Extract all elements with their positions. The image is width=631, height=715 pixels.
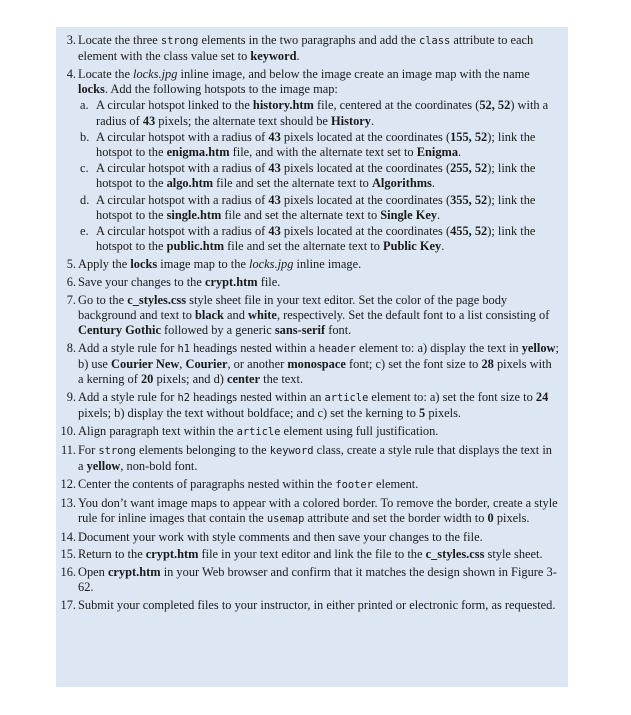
text-run: headings nested within a xyxy=(189,340,319,355)
bold-term: Single Key xyxy=(380,207,438,222)
text-run: . xyxy=(431,176,435,191)
bold-term: 24 xyxy=(535,390,549,405)
text-run: Add a style rule for xyxy=(78,340,178,355)
substep-text xyxy=(96,130,535,159)
substep-text xyxy=(96,98,548,127)
text-run: Return to the xyxy=(78,547,146,562)
step-text xyxy=(78,565,557,594)
text-run: ); link the hotspot to the xyxy=(96,192,536,222)
substep-letter: b. xyxy=(80,129,90,144)
text-run: style sheet. xyxy=(484,547,543,562)
step-item xyxy=(56,33,560,64)
text-run: style sheet file in your text editor. Set the color of the page body background and text to xyxy=(78,292,508,322)
bold-term: Courier New xyxy=(111,357,180,372)
step-item xyxy=(56,390,560,421)
text-run: headings nested within an xyxy=(189,390,325,405)
text-run: file and set the alternate text to xyxy=(221,207,381,222)
text-run: Locate the three xyxy=(78,33,161,47)
text-run: Submit your completed files to your instructor, in either printed or electronic form, as requested. xyxy=(78,598,556,613)
bold-term: 43 xyxy=(142,113,156,128)
substep-letter: e. xyxy=(80,224,89,239)
code-term: h1 xyxy=(177,342,190,355)
bold-term: keyword xyxy=(250,49,297,64)
text-run: element to: a) set the font size to xyxy=(368,390,536,405)
bold-term: 355, 52 xyxy=(450,192,488,207)
bold-term: 455, 52 xyxy=(450,224,488,239)
text-run: file in your text editor and link the file to the xyxy=(198,547,426,562)
text-run: element. xyxy=(372,476,419,491)
step-text xyxy=(78,530,483,544)
text-run: file, and with the alternate text set to xyxy=(229,145,417,160)
bold-term: crypt.htm xyxy=(107,565,161,580)
step-item xyxy=(56,293,560,339)
substep-item xyxy=(78,130,560,160)
step-number: 9. xyxy=(66,390,76,405)
step-number: 14. xyxy=(60,529,76,544)
text-run: . xyxy=(437,207,441,222)
text-run: pixels located at the coordinates ( xyxy=(280,224,451,239)
step-number: 6. xyxy=(66,274,76,289)
text-run: class, create a style rule that displays the text in a xyxy=(78,442,552,474)
step-text xyxy=(78,67,530,96)
code-term: footer xyxy=(335,478,373,491)
text-run: Locate the xyxy=(78,67,134,81)
text-run: file and set the alternate text to xyxy=(224,239,384,254)
bold-term: 43 xyxy=(268,161,281,176)
step-text xyxy=(78,390,548,420)
bold-term: Public Key xyxy=(383,239,442,254)
step-text xyxy=(78,424,438,438)
bold-term: public.htm xyxy=(166,239,225,254)
bold-term: 52, 52 xyxy=(479,98,511,113)
italic-term: locks.jpg xyxy=(133,67,178,81)
text-run: image map to the xyxy=(157,257,250,272)
text-run: A circular hotspot linked to the xyxy=(96,98,253,113)
step-item xyxy=(56,547,560,562)
step-number: 8. xyxy=(66,340,76,355)
text-run: , non-bold font. xyxy=(120,459,198,474)
text-run: pixels located at the coordinates ( xyxy=(280,129,451,144)
bold-term: History xyxy=(331,113,371,128)
text-run: . xyxy=(458,145,462,160)
text-run: attribute to each element with the class value set to xyxy=(78,33,534,64)
text-run: A circular hotspot with a radius of xyxy=(96,161,269,176)
bold-term: sans-serif xyxy=(274,323,326,338)
bold-term: Courier xyxy=(185,357,228,372)
text-run: file, centered at the coordinates ( xyxy=(313,98,480,113)
text-run: pixels located at the coordinates ( xyxy=(280,192,451,207)
step-text xyxy=(78,275,280,289)
text-run: A circular hotspot with a radius of xyxy=(96,224,269,239)
text-run: ) with a radius of xyxy=(96,98,549,128)
text-run: , respectively. Set the default font to a list consisting of xyxy=(276,307,550,322)
text-run: element using full justification. xyxy=(280,424,439,439)
bold-term: yellow xyxy=(521,340,556,355)
bold-term: black xyxy=(195,307,224,322)
text-run: . Add the following hotspots to the image map: xyxy=(104,82,338,97)
bold-term: enigma.htm xyxy=(166,145,230,160)
substep-item xyxy=(78,161,560,191)
step-number: 7. xyxy=(66,292,76,307)
substep-item xyxy=(78,224,560,254)
step-item xyxy=(56,275,560,290)
substep-letter: a. xyxy=(80,98,89,113)
step-item xyxy=(56,565,560,595)
step-item xyxy=(56,424,560,440)
code-term: keyword xyxy=(269,444,314,457)
text-run: pixels; and d) xyxy=(153,372,228,387)
step-number: 11. xyxy=(60,442,76,457)
step-text xyxy=(78,547,543,561)
bold-term: 255, 52 xyxy=(450,161,488,176)
text-run: ); link the hotspot to the xyxy=(96,129,536,160)
step-number: 3. xyxy=(66,33,76,47)
substep-letter: d. xyxy=(80,192,90,207)
bold-term: crypt.htm xyxy=(145,547,199,562)
text-run: Document your work with style comments and then save your changes to the file. xyxy=(78,529,483,544)
step-item xyxy=(56,443,560,474)
bold-term: c_styles.css xyxy=(425,547,485,562)
step-item xyxy=(56,257,560,272)
text-run: . xyxy=(370,113,375,128)
bold-term: 28 xyxy=(481,357,494,372)
text-run: file. xyxy=(257,274,281,289)
bold-term: c_styles.css xyxy=(127,292,187,307)
instructions-panel xyxy=(56,27,568,687)
text-run: , or another xyxy=(227,357,288,372)
bold-term: Enigma xyxy=(416,145,459,160)
bold-term: crypt.htm xyxy=(204,274,258,289)
substep-item xyxy=(78,98,560,128)
text-run: Center the contents of paragraphs nested within the xyxy=(78,476,336,491)
text-run: . xyxy=(441,239,445,254)
text-run: pixels; the alternate text should be xyxy=(155,113,332,128)
text-run: the text. xyxy=(260,372,304,387)
text-run: ); link the hotspot to the xyxy=(96,161,536,191)
step-text xyxy=(78,341,559,386)
step-text xyxy=(78,496,558,525)
bold-term: 43 xyxy=(268,129,281,144)
bold-term: monospace xyxy=(287,357,346,372)
text-run: file and set the alternate text to xyxy=(213,176,372,191)
bold-term: 0 xyxy=(487,510,494,525)
step-item xyxy=(56,598,560,613)
text-run: pixels. xyxy=(425,406,462,421)
bold-term: white xyxy=(248,307,277,322)
text-run: , xyxy=(179,357,186,372)
bold-term: algo.htm xyxy=(166,176,214,191)
substep-text xyxy=(96,161,535,190)
text-run: Open xyxy=(78,565,108,580)
bold-term: center xyxy=(227,372,261,387)
bold-term: locks xyxy=(78,82,105,97)
text-run: ); link the hotspot to the xyxy=(96,224,536,254)
text-run: attribute and set the border width to xyxy=(304,510,488,525)
bold-term: history.htm xyxy=(252,98,314,113)
code-term: strong xyxy=(160,35,199,47)
text-run: elements belonging to the xyxy=(135,442,270,457)
bold-term: locks xyxy=(130,257,158,272)
bold-term: Algorithms xyxy=(371,176,432,191)
text-run: You don’t want image maps to appear with a colored border. To remove the border, create a style rule for inline images that contain the xyxy=(78,495,558,525)
text-run: Add a style rule for xyxy=(78,390,178,405)
step-text xyxy=(78,477,418,491)
substep-letter: c. xyxy=(80,161,89,176)
code-term: article xyxy=(324,392,369,405)
text-run: pixels with a kerning of xyxy=(78,357,552,387)
step-text xyxy=(78,33,533,63)
text-run: in your Web browser and confirm that it matches the design shown in Figure 3-62. xyxy=(78,565,557,595)
text-run: A circular hotspot with a radius of xyxy=(96,192,269,207)
text-run: ; b) use xyxy=(78,340,559,372)
bold-term: yellow xyxy=(86,459,121,474)
text-run: . xyxy=(296,49,300,64)
step-number: 17. xyxy=(60,598,76,613)
text-run: inline image. xyxy=(293,257,362,272)
step-number: 12. xyxy=(60,476,76,491)
text-run: followed by a generic xyxy=(160,323,275,338)
step-item xyxy=(56,341,560,388)
text-run: and xyxy=(223,307,249,322)
code-term: usemap xyxy=(266,512,305,525)
substeps-list xyxy=(78,98,560,254)
step-text xyxy=(78,293,549,337)
bold-term: Century Gothic xyxy=(78,323,161,338)
step-text xyxy=(78,257,361,271)
italic-term: locks.jpg xyxy=(249,257,294,272)
step-number: 10. xyxy=(60,424,76,439)
bold-term: 20 xyxy=(140,372,154,387)
text-run: pixels. xyxy=(493,510,530,525)
bold-term: single.htm xyxy=(166,207,222,222)
text-run: Go to the xyxy=(78,292,128,307)
code-term: strong xyxy=(98,444,136,457)
step-text xyxy=(78,443,552,473)
step-number: 13. xyxy=(60,495,76,510)
bold-term: 43 xyxy=(268,224,281,239)
code-term: article xyxy=(236,426,281,439)
text-run: font; c) set the font size to xyxy=(345,357,482,372)
step-text xyxy=(78,598,555,612)
text-run: pixels; b) display the text without boldface; and c) set the kerning to xyxy=(78,406,420,421)
steps-list xyxy=(56,33,560,613)
step-item xyxy=(56,496,560,527)
text-run: Save your changes to the xyxy=(78,274,205,289)
text-run: element to: a) display the text in xyxy=(355,340,522,355)
bold-term: 155, 52 xyxy=(450,129,488,144)
bold-term: 43 xyxy=(268,192,281,207)
step-item xyxy=(56,530,560,545)
text-run: Align paragraph text within the xyxy=(78,424,237,439)
code-term: header xyxy=(318,342,356,355)
step-number: 5. xyxy=(66,257,76,272)
text-run: Apply the xyxy=(78,257,131,272)
code-term: class xyxy=(419,35,451,47)
text-run: A circular hotspot with a radius of xyxy=(96,129,269,144)
text-run: pixels located at the coordinates ( xyxy=(280,161,451,176)
step-number: 15. xyxy=(60,547,76,562)
text-run: inline image, and below the image create an image map with the name xyxy=(177,67,530,81)
text-run: elements in the two paragraphs and add the xyxy=(198,33,420,47)
code-term: h2 xyxy=(177,392,190,405)
step-number: 4. xyxy=(66,67,76,81)
substep-item xyxy=(78,193,560,223)
bold-term: 5 xyxy=(419,406,426,421)
step-number: 16. xyxy=(60,565,76,580)
step-item xyxy=(56,67,560,254)
substep-text xyxy=(96,193,535,222)
text-run: font. xyxy=(325,323,352,338)
substep-text xyxy=(96,224,535,253)
step-item xyxy=(56,477,560,493)
text-run: For xyxy=(78,442,99,457)
